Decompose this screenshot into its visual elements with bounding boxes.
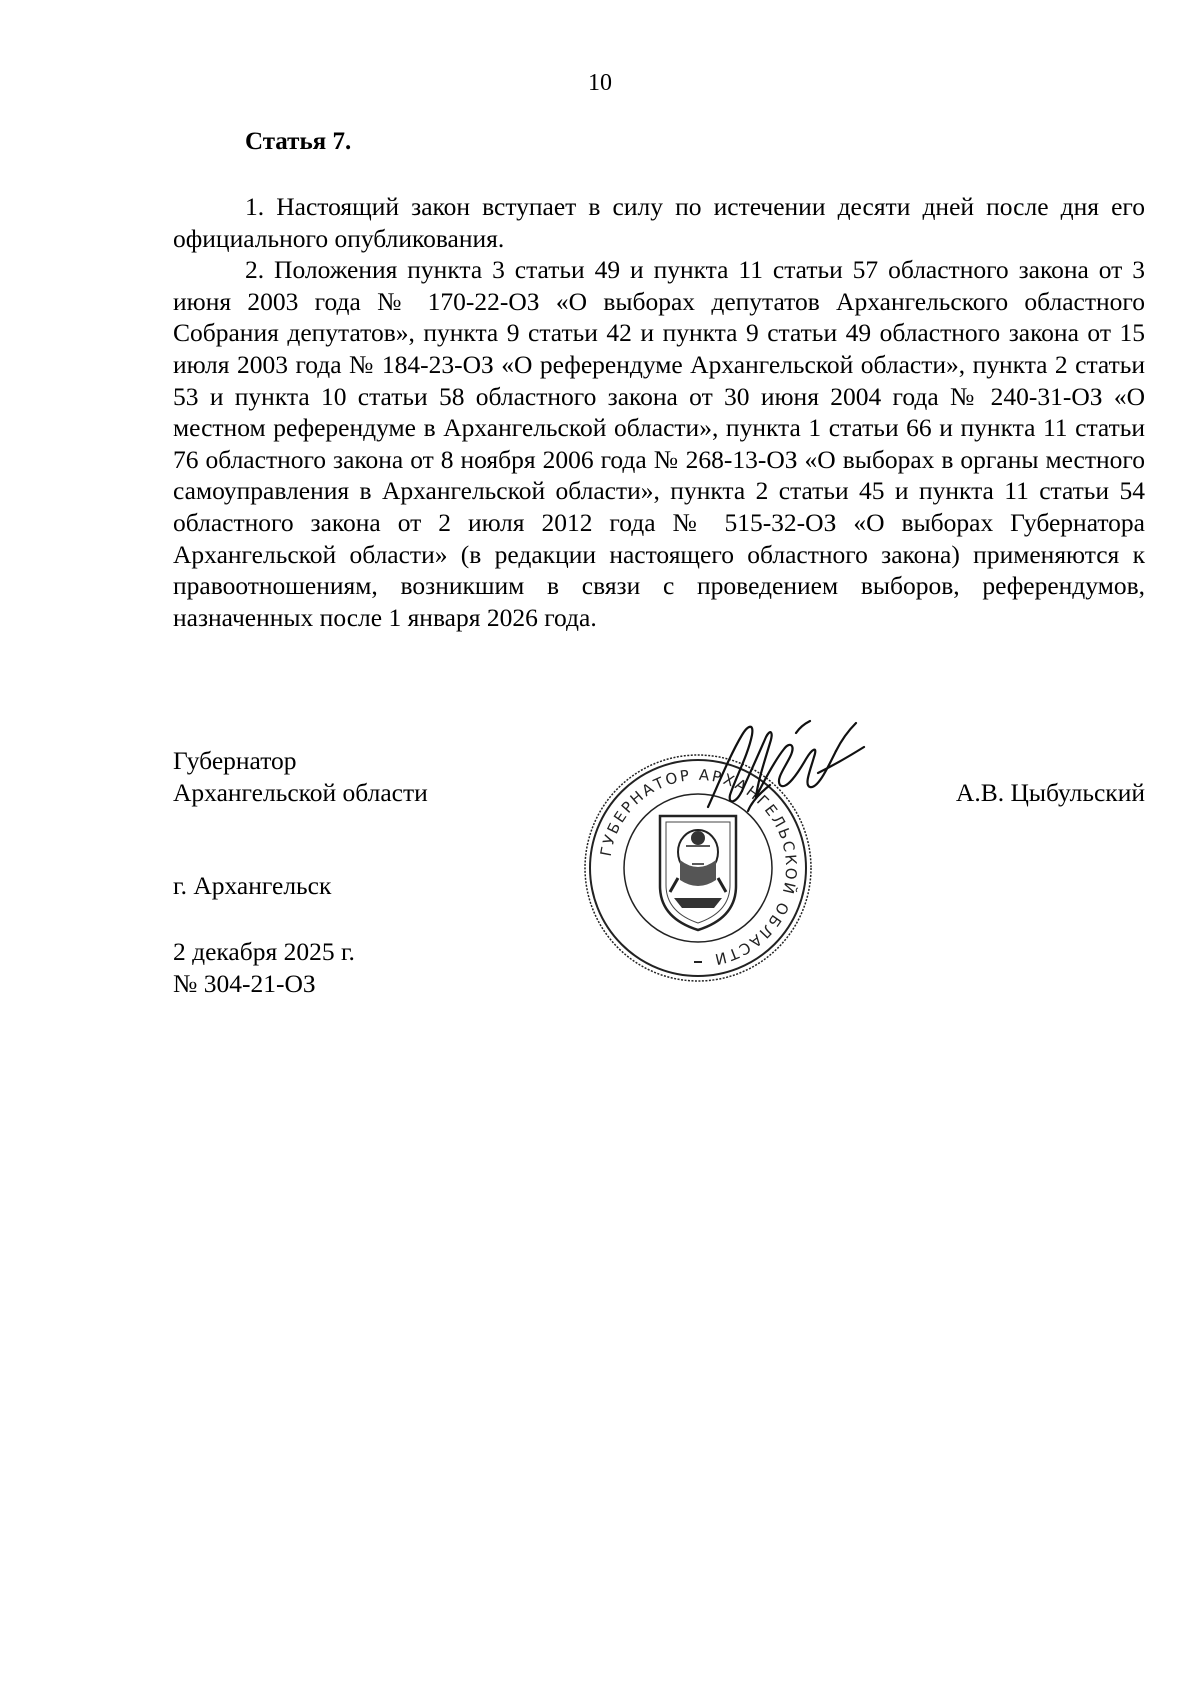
- signing-date: 2 декабря 2025 г.: [173, 937, 355, 966]
- signer-position: [173, 745, 428, 808]
- place-of-signing: г. Архангельск: [173, 871, 332, 900]
- signer-position-line2: Архангельской области: [173, 777, 428, 807]
- paragraph-1: 1. Настоящий закон вступает в силу по истечении десяти дней после дня его официального опубликования.: [173, 192, 1145, 253]
- page-number: 10: [588, 70, 612, 96]
- law-number: № 304-21-ОЗ: [173, 968, 316, 998]
- seal-ring-text: ГУБЕРНАТОР АРХАНГЕЛЬСКОЙ ОБЛАСТИ: [596, 765, 801, 969]
- article-heading: Статья 7.: [245, 128, 352, 155]
- paragraph-2: 2. Положения пункта 3 статьи 49 и пункта 11 статьи 57 областного закона от 3 июня 2003 года № 170-22-ОЗ «О выборах депутатов Архангельского областного Собрания депутатов», пункта 9 статьи 42 и пункта 9 статьи 49 областного закона от 15 июля 2003 года № 184-23-ОЗ «О референдуме Архангельской области», пункта 2 статьи 53 и пункта 10 статьи 58 областного закона от 30 июня 2004 года № 240-31-ОЗ «О местном референдуме в Архангельской области», пункта 1 статьи 66 и пункта 11 статьи 76 областного закона от 8 ноября 2006 года № 268-13-ОЗ «О выборах в органы местного самоуправления в Архангельской области», пункта 2 статьи 45 и пункта 11 статьи 54 областного закона от 2 июля 2012 года № 515-32-ОЗ «О выборах Губернатора Архангельской области» (в редакции настоящего областного закона) применяются к правоотношениям, возникшим в связи с проведением выборов, референдумов, назначенных после 1 января 2026 года.: [173, 255, 1145, 632]
- coat-of-arms-icon: [660, 816, 736, 930]
- signer-name: А.В. Цыбульский: [955, 778, 1145, 807]
- article-body: [173, 191, 1145, 633]
- signer-position-line1: Губернатор: [173, 746, 297, 775]
- date-block: [173, 936, 355, 999]
- handwritten-signature: [700, 715, 870, 825]
